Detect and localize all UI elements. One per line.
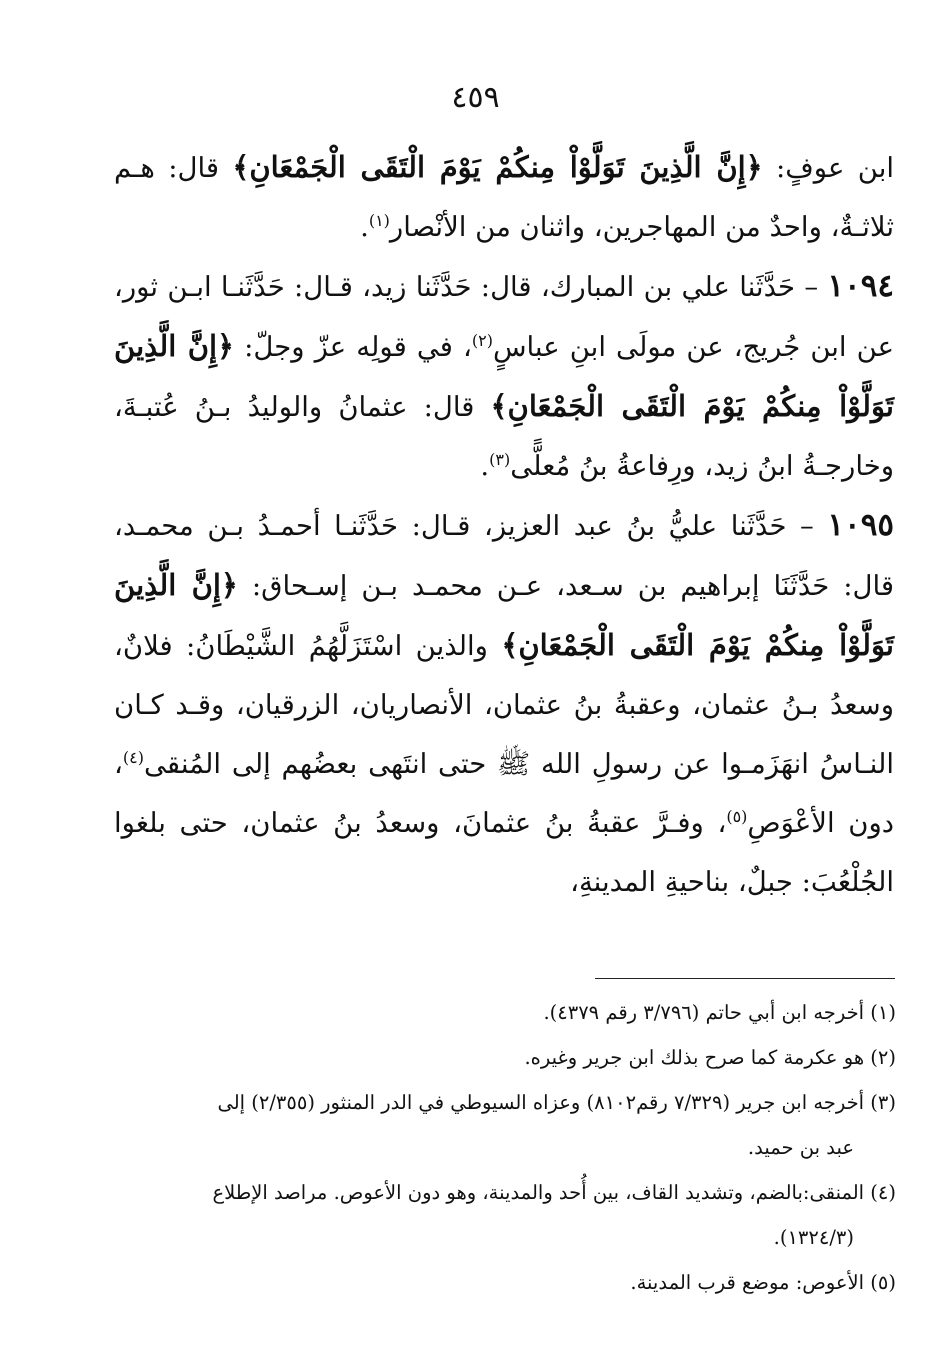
- footnote-ref-1[interactable]: (١): [368, 210, 390, 230]
- hadith-1095: [114, 496, 894, 912]
- footnote-3: (٣) أخرجه ابن جرير (٧/٣٢٩ رقم٨١٠٢) وعزاه السيوطي في الدر المنثور (٢/٣٥٥) إلى: [217, 1091, 896, 1114]
- hadith-number: ١٠٩٤: [827, 268, 894, 304]
- footnote-ref-2[interactable]: (٢): [471, 330, 493, 350]
- text-run: والذين اسْتَزَلَّهُمُ الشَّيْطَانُ: فلانٌ، وسعدُ بـنُ عثمان، وعقبةُ بنُ عثمان، الأنصاريان، الزرقيان، وقـد كـان النـاسُ انهَزَمـوا عن رسولِ الله ﷺ حتى انتَهى بعضُهم إلى المُنقى: [114, 630, 894, 780]
- hadith-1094: [114, 257, 894, 496]
- text-run: ، وفـرَّ عقبةُ بنُ عثمانَ، وسعدُ بنُ عثمان، حتى بلغوا الجُلْعُبَ: جبلٌ، بناحيةِ المدينةِ،: [114, 807, 894, 898]
- text-run: ، دون الأعْوَصِ: [114, 748, 894, 839]
- footnote-2: (٢) هو عكرمة كما صرح بذلك ابن جرير وغيره.: [524, 1046, 896, 1069]
- quran-verse: ﴿إِنَّ الَّذِينَ تَوَلَّوْاْ مِنكُمْ يَوْمَ الْتَقَى الْجَمْعَانِ﴾: [232, 150, 763, 184]
- footnote-1: (١) أخرجه ابن أبي حاتم (٣/٧٩٦ رقم ٤٣٧٩).: [543, 1001, 896, 1024]
- paragraph-intro: [114, 138, 894, 257]
- footnote-4-continued: (١٣٢٤/٣).: [773, 1226, 854, 1249]
- text-run: .: [480, 450, 490, 482]
- quran-verse: ﴿إِنَّ الَّذِينَ تَوَلَّوْاْ مِنكُمْ يَوْمَ الْتَقَى الْجَمْعَانِ﴾: [114, 568, 895, 662]
- text-run: – حَدَّثَنا عليُّ بنُ عبد العزيز، قـال: حَدَّثَنـا أحمـدُ بـن محمـد، قال: حَدَّثَنَا إبراهيم بن سـعد، عـن محمـد بـن إسـحاق:: [114, 510, 894, 602]
- footnotes: [114, 990, 896, 1305]
- footnote-separator: [595, 978, 895, 979]
- footnote-3-continued: عبد بن حميد.: [747, 1136, 854, 1159]
- footnote-ref-4[interactable]: (٤): [122, 747, 144, 767]
- text-run: قال: هـم ثلاثـةٌ، واحدٌ من المهاجرين، واثنان من الأنْصار: [114, 152, 894, 243]
- hadith-number: ١٠٩٥: [827, 507, 894, 543]
- text-run: قال: عثمانُ والوليدُ بـنُ عُتبـةَ، وخارجـةُ ابنُ زيد، ورِفاعةُ بنُ مُعلًّى: [114, 391, 894, 482]
- text-run: ابن عوفٍ:: [762, 152, 894, 184]
- quran-verse: ﴿إِنَّ الَّذِينَ تَوَلَّوْاْ مِنكُمْ يَوْمَ الْتَقَى الْجَمْعَانِ﴾: [114, 329, 894, 423]
- footnote-4: (٤) المنقى:بالضم، وتشديد القاف، بين أُحد والمدينة، وهو دون الأعوص. مراصد الإطلاع: [212, 1181, 896, 1204]
- footnote-5: (٥) الأعوص: موضع قرب المدينة.: [630, 1271, 896, 1294]
- page-number: ٤٥٩: [451, 80, 500, 115]
- text-run: ، في قولِه عزّ وجلّ:: [234, 331, 472, 363]
- footnote-ref-5[interactable]: (٥): [726, 806, 748, 826]
- text-run: .: [360, 211, 369, 243]
- text-run: – حَدَّثَنا علي بن المبارك، قال: حَدَّثَنا زيد، قـال: حَدَّثَنـا ابـن ثور، عن ابن جُريج، عن مولَى ابنِ عباسٍ: [114, 271, 895, 363]
- main-text: [114, 138, 894, 912]
- footnote-ref-3[interactable]: (٣): [489, 449, 511, 469]
